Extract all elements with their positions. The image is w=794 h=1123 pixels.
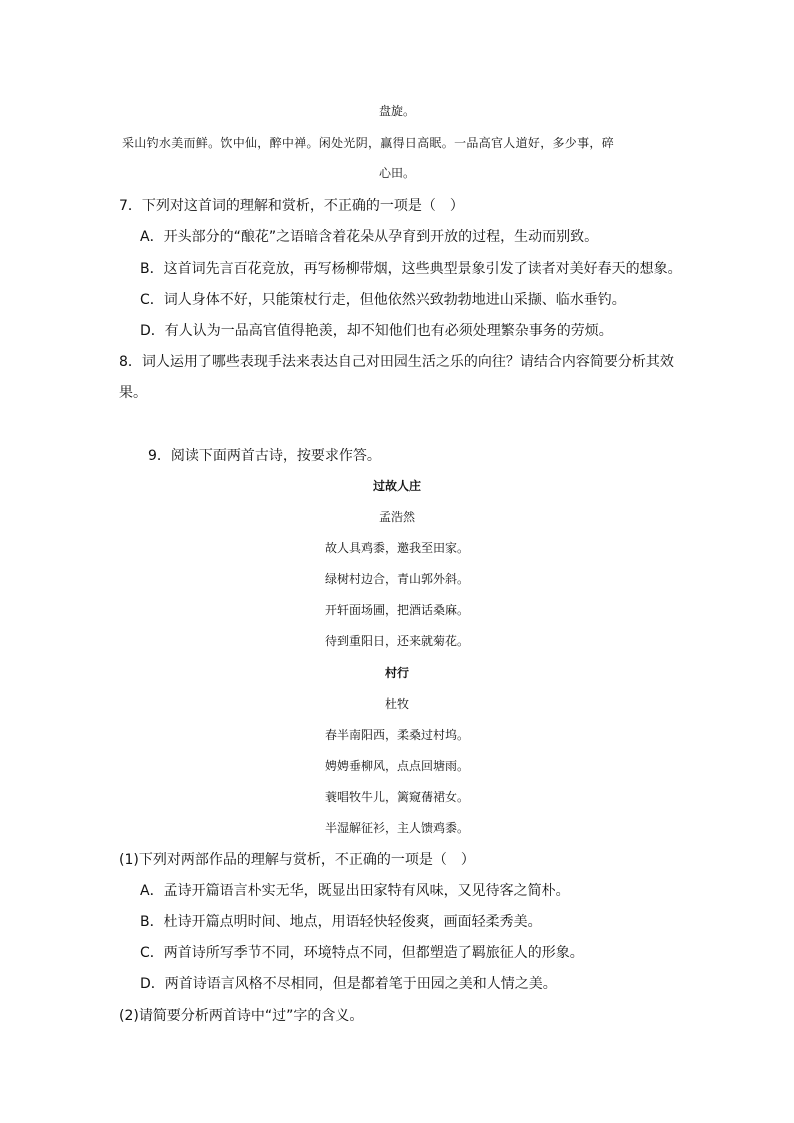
poem1-title: 过故人庄	[372, 479, 421, 493]
poem1-line-2: 绿树村边合，青山郭外斜。	[324, 572, 469, 586]
q7-stem: 7．下列对这首词的理解和赏析，不正确的一项是（ ）	[119, 198, 464, 214]
poem2-line-4: 半湿解征衫，主人馈鸡黍。	[324, 821, 469, 835]
q9-sub1-option-b: B．杜诗开篇点明时间、地点，用语轻快轻俊爽，画面轻柔秀美。	[140, 914, 542, 930]
poem2-line-1: 春半南阳西，柔桑过村坞。	[324, 728, 469, 742]
poem2-author: 杜牧	[384, 697, 409, 711]
poem1-line-3: 开轩面场圃，把酒话桑麻。	[324, 603, 469, 617]
prev-poem-line-2: 采山钓水美而鲜。饮中仙，醉中禅。闲处光阴，赢得日高眠。一品高官人道好，多少事，碎	[122, 136, 615, 150]
poem1-line-4: 待到重阳日，还来就菊花。	[324, 634, 469, 648]
q9-sub1-option-a: A．孟诗开篇语言朴实无华，既显出田家特有风味，又见待客之简朴。	[140, 883, 570, 899]
prev-poem-line-3: 心田。	[378, 166, 415, 180]
prev-poem-line-1: 盘旋。	[378, 104, 415, 118]
q7-option-a: A．开头部分的“酿花”之语暗含着花朵从孕育到开放的过程，生动而别致。	[140, 229, 599, 245]
q9-sub1-stem: (1)下列对两部作品的理解与赏析，不正确的一项是（ ）	[119, 852, 475, 868]
q9-sub1-option-c: C．两首诗所写季节不同，环境特点不同，但都塑造了羁旅征人的形象。	[140, 945, 584, 961]
q9-intro: 9．阅读下面两首古诗，按要求作答。	[148, 448, 381, 464]
q9-sub2-stem: (2)请简要分析两首诗中“过”字的含义。	[119, 1008, 364, 1024]
q8-stem-line-2: 果。	[119, 385, 147, 401]
poem1-author: 孟浩然	[378, 510, 415, 524]
q8-stem-line-1: 8．词人运用了哪些表现手法来表达自己对田园生活之乐的向往？请结合内容简要分析其效	[119, 354, 674, 370]
q7-option-c: C．词人身体不好，只能策杖行走，但他依然兴致勃勃地进山采撷、临水垂钓。	[140, 292, 626, 308]
q7-option-d: D．有人认为一品高官值得艳羡，却不知他们也有必须处理繁杂事务的劳烦。	[140, 323, 613, 339]
poem2-title: 村行	[384, 666, 409, 680]
poem2-line-2: 娉娉垂柳风，点点回塘雨。	[324, 759, 469, 773]
poem1-line-1: 故人具鸡黍，邀我至田家。	[324, 541, 469, 555]
q7-option-b: B．这首词先言百花竞放，再写杨柳带烟，这些典型景象引发了读者对美好春天的想象。	[140, 261, 682, 277]
poem2-line-3: 蓑唱牧牛儿，篱窥蒨裙女。	[324, 790, 469, 804]
q9-sub1-option-d: D．两首诗语言风格不尽相同，但是都着笔于田园之美和人情之美。	[140, 976, 557, 992]
